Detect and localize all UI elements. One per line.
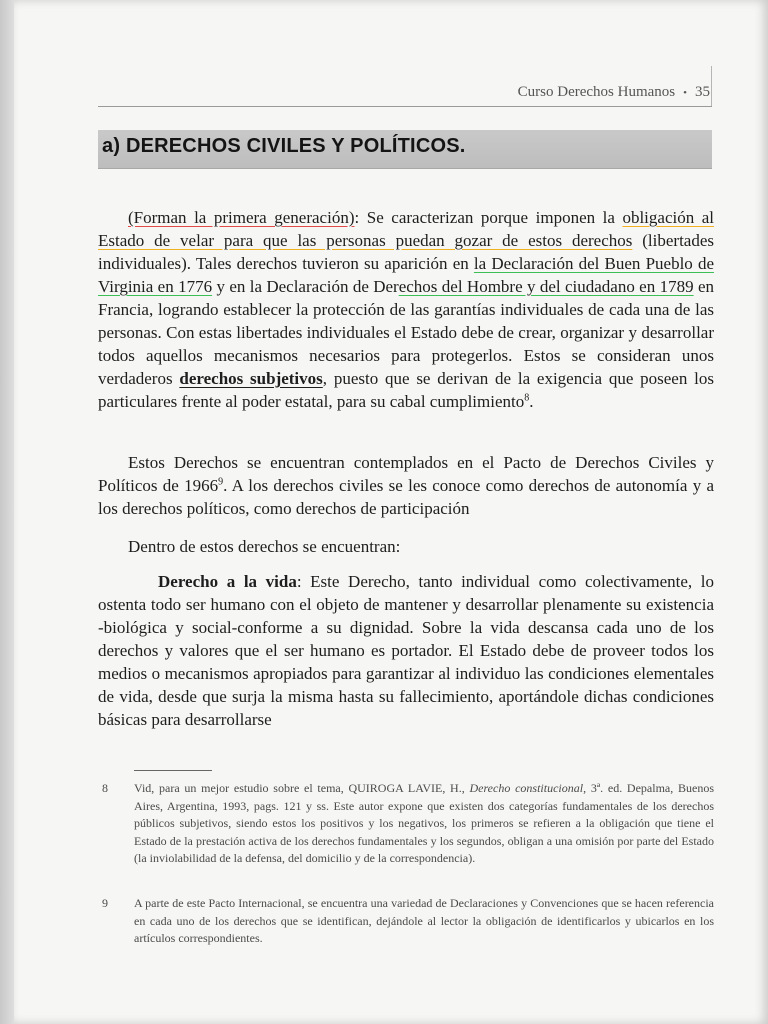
text-span: (libertades individuales). Tales derechos tuvieron su aparición en: [98, 231, 714, 273]
highlight-red-phrase: (Forman la primera generación): [128, 208, 355, 227]
footnote-8: [102, 780, 714, 868]
highlight-orange-phrase: obligación al Estado de velar para que las personas puedan gozar de estos derechos: [98, 208, 715, 250]
text-span: .: [529, 392, 534, 411]
footnote-separator: [134, 770, 212, 771]
text-span: , puesto que se derivan de la exigencia que poseen los particulares frente al poder estatal, para su cabal cumplimiento: [98, 369, 714, 411]
term-derecho-a-la-vida: Derecho a la vida: [158, 572, 297, 591]
running-head-title: Curso Derechos Humanos: [517, 84, 676, 100]
page-number: 35: [695, 84, 710, 100]
running-head-separator: •: [683, 87, 687, 99]
section-heading-bar: [98, 130, 712, 169]
book-page: [14, 0, 768, 1024]
paragraph-dentro: Dentro de estos derechos se encuentran:: [128, 537, 401, 556]
paragraph-derecho-vida: [98, 570, 714, 731]
highlight-green-phrase-virginia: la Declaración del Buen Pueblo de Virginia en 1776: [98, 254, 714, 296]
text-span: Vid, para un mejor estudio sobre el tema, QUIROGA LAVIE, H.,: [134, 781, 470, 795]
section-heading: a) DERECHOS CIVILES Y POLÍTICOS.: [102, 135, 466, 157]
text-span: : Se caracterizan porque imponen la: [354, 208, 623, 227]
text-span: , 3ª. ed. Depalma, Buenos Aires, Argentina, 1993, pags. 121 y ss. Este autor expone que existen dos categorías fundamentales de los derechos públicos subjetivos, siendo estos los positivos y los negativos, los primeros se refieren a la obligación que tiene el Estado de la prestación activa de los derechos fundamentales y los segundos, obligan a una omisión por parte del Estado (la inviolabilidad de la defensa, del domicilio y de la correspondencia).: [134, 781, 714, 865]
text-span: . A los derechos civiles se les conoce como derechos de autonomía y a los derechos políticos, como derechos de participación: [98, 476, 714, 518]
footnote-9: [102, 895, 714, 948]
footnote-number: 8: [102, 781, 108, 795]
page-gutter-shadow: [0, 0, 14, 1024]
running-head-text: [518, 84, 710, 101]
footnote-ref-8[interactable]: 8: [524, 392, 530, 404]
footnote-ref-9[interactable]: 9: [218, 476, 224, 488]
running-head: [98, 82, 712, 107]
footnote-text: [134, 780, 714, 868]
bold-underlined-term: derechos subjetivos: [179, 369, 323, 388]
paragraph-primera-generacion: [98, 206, 714, 413]
highlight-green-phrase-declaracion: echos del Hombre y del ciudadano en 1789: [398, 277, 694, 296]
text-span: y en la Declaración de Der: [212, 277, 399, 296]
text-span: en Francia, logrando establecer la protección de las garantías individuales de cada una de las personas. Con estas libertades individuales el Estado debe de crear, organizar y desarrollar todos aquellos mecanismos necesarios para protegerlos. Estos se consideran unos verdaderos: [98, 277, 714, 388]
footnote-text: A parte de este Pacto Internacional, se encuentra una variedad de Declaraciones y Convenciones que se hacen referencia en cada uno de los derechos que se identifican, dejándole al lector la obligación de identificarlos y ubicarlos en los artículos correspondientes.: [134, 896, 714, 945]
footnote-italic-title: Derecho constitucional: [469, 781, 584, 795]
footnote-number: 9: [102, 896, 108, 910]
paragraph-pacto: [98, 451, 714, 520]
text-span: Estos Derechos se encuentran contemplados en el Pacto de Derechos Civiles y Políticos de 1966: [98, 453, 714, 495]
text-span: : Este Derecho, tanto individual como colectivamente, lo ostenta todo ser humano con el objeto de mantener y desarrollar plenamente su existencia -biológica y social-conforme a su dignidad. Sobre la vida descansa cada uno de los derechos y valores que el ser humano es portador. El Estado debe de proveer todos los medios o mecanismos apropiados para garantizar al individuo las condiciones elementales de vida, desde que surja la misma hasta su fallecimiento, aportándole dichas condiciones básicas para desarrollarse: [98, 572, 714, 729]
